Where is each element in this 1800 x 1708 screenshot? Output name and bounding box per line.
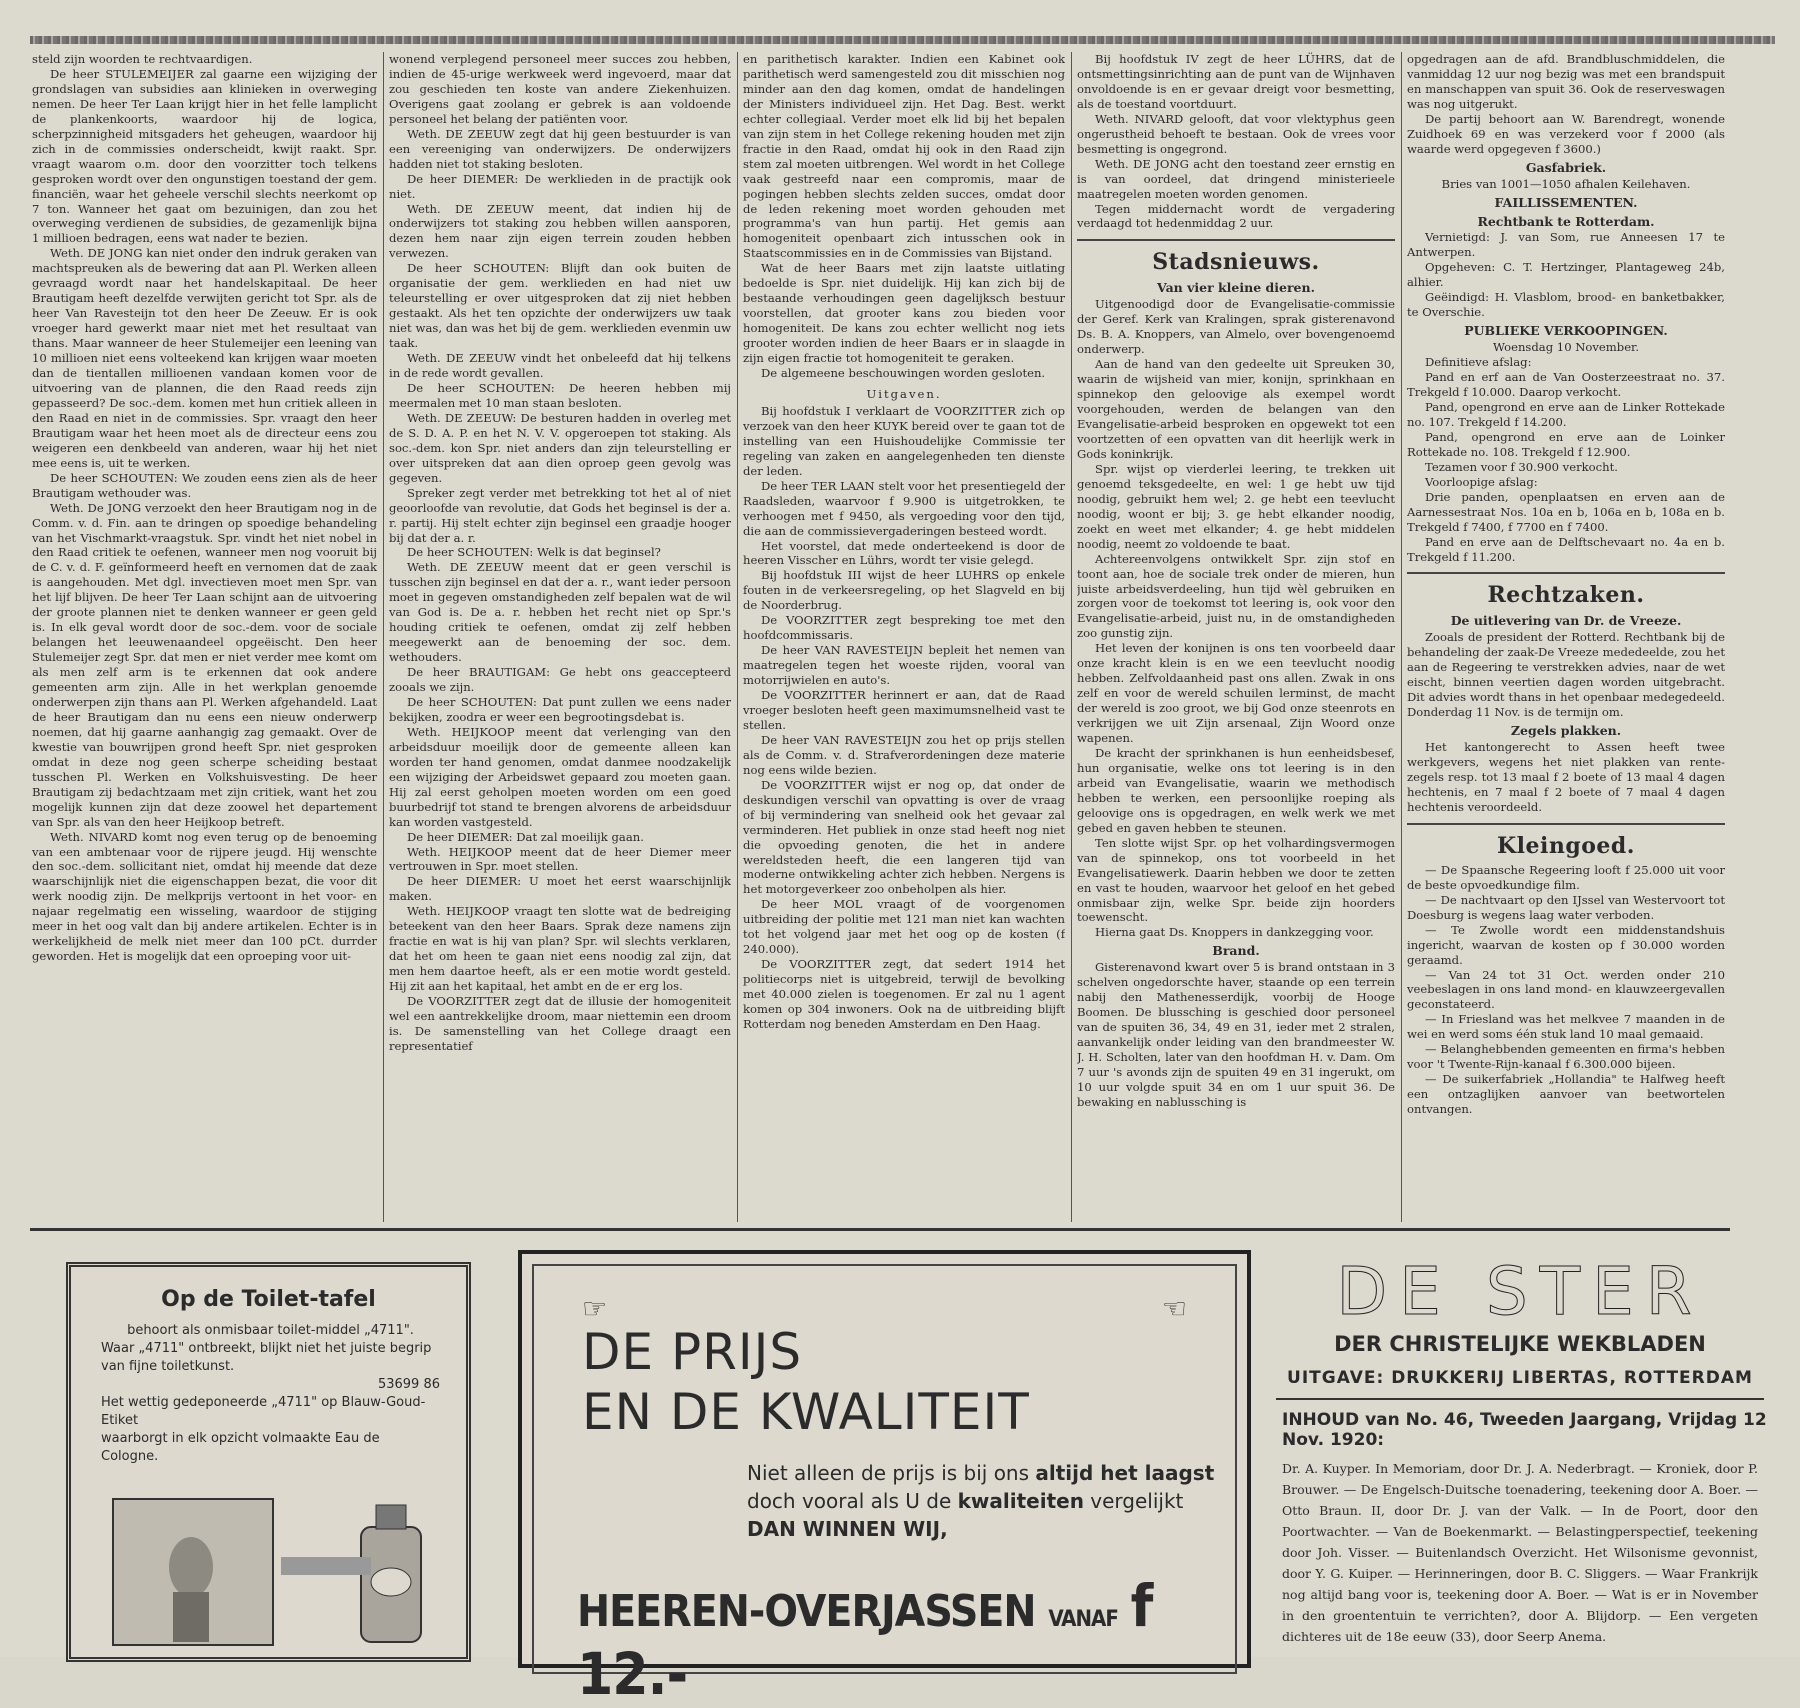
- paragraph: De heer TER LAAN stelt voor het presentiegeld der Raadsleden, waarvoor f 9.900 is uitgetrokken, te verhoogen met f 9450, als vergoeding voor den tijd, die aan de commissievergaderingen besteed wordt.: [743, 478, 1065, 538]
- bottle-illustration-icon: [111, 1497, 441, 1647]
- paragraph: — De nachtvaart op den IJssel van Westervoort tot Doesburg is wegens laag water verboden.: [1407, 892, 1725, 922]
- paragraph: opgedragen aan de afd. Brandbluschmiddelen, die vanmiddag 12 uur nog bezig was met een brandspuit en manschappen van spuit 36. Ook de reserveswagen was nog uitgerukt.: [1407, 52, 1725, 111]
- advert-text-part: doch vooral als U de: [747, 1489, 958, 1513]
- paragraph: De heer STULEMEIJER zal gaarne een wijziging der grondslagen van subsidies aan klinieken in overweging nemen. De heer Ter Laan krijgt hier in het felle lamplicht de plankenkoorts, waardoor hij de logica, scherpzinnigheid mitsgaders het geheugen, waardoor hij zich in de commissies onderscheidt, kwijt raakt. Spr. vraagt waarom o.m. door den voorzitter toch telkens gesproken wordt over den ongunstigen toestand der gem. financiën, waar het geheele verschil slechts neerkomt op 7 ton. Wanneer het gaat om bezuinigen, dan zou het overweging verdienen de subsidies, de gezamenlijk bijna 1 millioen bedragen, eens wat nader te bezien.: [32, 66, 377, 246]
- paragraph: De heer DIEMER: De werklieden in de practijk ook niet.: [389, 171, 731, 201]
- paragraph: Definitieve afslag:: [1425, 355, 1532, 370]
- advert-text: [747, 1459, 1214, 1487]
- advert-title: Op de Toilet-tafel: [161, 1287, 376, 1312]
- advert-line: Het wettig gedeponeerde „4711" op Blauw-Goud-Etiket: [101, 1395, 426, 1428]
- paragraph: De VOORZITTER herinnert er aan, dat de Raad vroeger besloten heeft geen maximumsnelheid vast te stellen.: [743, 688, 1065, 732]
- advert-ster-inhoud: INHOUD van No. 46, Tweeden Jaargang, Vrijdag 12 Nov. 1920:: [1282, 1410, 1767, 1450]
- paragraph: Weth. DE ZEEUW vindt het onbeleefd dat hij telkens in de rede wordt gevallen.: [389, 351, 731, 381]
- paragraph: Spreker zegt verder met betrekking tot het al of niet geoorloofde van revolutie, dat Gods het beginsel is der a. r. partij. Hij stelt echter zijn beginsel een graadje hooger bij dat der a. r.: [389, 485, 731, 545]
- paragraph: Weth. DE ZEEUW meent dat er geen verschil is tusschen zijn beginsel en dat der a. r., want ieder persoon moet in gegeven omstandigheden zelf bepalen wat de wil van God is. De a. r. hebben het recht niet op Spr.'s houding critiek te oefenen, omdat zij zelf hebben meegewerkt aan de benoeming der soc. dem. wethouders.: [389, 560, 731, 665]
- section-heading: Rechtzaken.: [1487, 582, 1645, 609]
- paragraph: Vernietigd: J. van Som, rue Anneesen 17 te Antwerpen.: [1407, 230, 1725, 260]
- paragraph: Weth. DE JONG acht den toestand zeer ernstig en is van oordeel, dat dringend ministerieele maatregelen moeten worden genomen.: [1077, 156, 1395, 201]
- advert-text-part: DAN WINNEN WIJ,: [747, 1517, 948, 1541]
- paragraph: De algemeene beschouwingen worden gesloten.: [761, 366, 1046, 381]
- paragraph: De heer DIEMER: Dat zal moeilijk gaan.: [407, 829, 644, 844]
- paragraph: De heer VAN RAVESTEIJN zou het op prijs stellen als de Comm. v. d. Strafverordeningen deze materie nog eens wilde bezien.: [743, 732, 1065, 777]
- paragraph: De VOORZITTER zegt, dat sedert 1914 het politiecorps niet is uitgebreid, terwijl de bevolking met 40.000 zielen is toegenomen. Er zal nu 1 agent komen op 304 inwoners. Ook na de uitbreiding blijft Rotterdam nog beneden Amsterdam en Den Haag.: [743, 957, 1065, 1031]
- paragraph: Pand en erve aan de Delftschevaart no. 4a en b. Trekgeld f 11.200.: [1407, 534, 1725, 564]
- paragraph: Voorloopige afslag:: [1425, 474, 1538, 489]
- advert-ster-subtitle: DER CHRISTELIJKE WEKBLADEN: [1334, 1332, 1706, 1356]
- paragraph: Spr. wijst op vierderlei leering, te trekken uit genoemd teksgedeelte, en wel: 1 ge hebt uw tijd noodig, gebruikt hem wel; 2. ge hebt een teevlucht noodig, woont er bij; 3. ge hebt elkander noodig, zoekt en weet met elkander; 4. ge hebt middelen noodig, neemt zo voldoende te baat.: [1077, 461, 1395, 551]
- advert-headline: DE PRIJS: [582, 1323, 803, 1381]
- section-heading: Kleingoed.: [1497, 832, 1635, 859]
- paragraph: Uitgenoodigd door de Evangelisatie-commissie der Geref. Kerk van Kralingen, sprak gisterenavond Ds. B. A. Knoppers, van Almelo, over bovengenoemd onderwerp.: [1077, 297, 1395, 357]
- paragraph: Ten slotte wijst Spr. op het volhardingsvermogen van de spinnekop, ons tot voorbeeld in het Evangelisatiewerk. Daarin hebben we door te zetten en vast te houden, waarvoor het geloof en het gebed onmisbaar zijn, welke Spr. beide zijn hoorders toewenscht.: [1077, 835, 1395, 925]
- advert-divider: [30, 1228, 1730, 1231]
- subheading: Zegels plakken.: [1510, 723, 1622, 739]
- advert-line: waarborgt in elk opzicht volmaakte Eau de Cologne.: [101, 1431, 380, 1464]
- paragraph: De heer SCHOUTEN: Blijft dan ook buiten de organisatie der gem. werklieden en had niet uw teleurstelling er over uitgesproken dat zij niet hebben gestaakt. Als het ten opzichte der onderwijzers uw taak niet was, dan was het bij de gem. werklieden evenmin uw taak.: [389, 261, 731, 351]
- paragraph: Weth. DE JONG kan niet onder den indruk geraken van machtspreuken als de bewering dat aan Pl. Werken alleen gevraagd wordt naar het handelskapitaal. De heer Brautigam heeft dezelfde verwijten gericht tot Spr. als de heer Van Ravesteijn tot den heer De Zeeuw. Er is ook vroeger hard gewerkt maar niet met het resultaat van thans. Maar wanneer de heer Stulemeijer een leening van 10 millioen niet eens volteekend kan krijgen waar moeten dan de tientallen millioenen vandaan komen voor de uitvoering van de plannen, die den Raad reeds zijn gepasseerd? De soc.-dem. komen met hun critiek alleen in den Raad en niet in de commissies. Spr. vraagt den heer Brautigam waar het heen moet als de directeur eens zou weigeren een denkbeeld van anderen, waar hij het niet mee eens is, uit te werken.: [32, 246, 377, 470]
- paragraph: Weth. NIVARD gelooft, dat voor vlektyphus geen ongerustheid behoeft te bestaan. Ook de vrees voor besmetting is ongegrond.: [1077, 111, 1395, 156]
- paragraph: Het leven der konijnen is ons ten voorbeeld daar onze kracht klein is en we een teevlucht noodig hebben. Zelfvoldaanheid past ons allen. Zwak in ons zelf en voor de wereld schuilen lerminst, de macht der wereld is zoo groot, we bij God onze steenrots en verkrijgen we uit Zijn arsenaal, Zijn Woord onze wapenen.: [1077, 641, 1395, 746]
- column-2: [389, 52, 731, 1222]
- paragraph: Weth. HEIJKOOP meent dat verlenging van den arbeidsduur moeilijk door de gemeente alleen kan worden ter hand genomen, omdat danmee noodzakelijk een wijziging der Arbeidswet gepaard zou moeten gaan. Hij zal eerst geholpen moeten worden om een goed buurbedrijf tot stand te brengen alvorens de arbeidsduur kan worden vastgesteld.: [389, 724, 731, 829]
- subheading: Rechtbank te Rotterdam.: [1477, 213, 1655, 229]
- paragraph: De VOORZITTER zegt dat de illusie der homogeniteit wel een aantrekkelijke droom, maar niettemin een droom is. De samenstelling van het College draagt een representatief: [389, 994, 731, 1053]
- paragraph: Tezamen voor f 30.900 verkocht.: [1425, 459, 1618, 474]
- advert-ster-publisher: UITGAVE: DRUKKERIJ LIBERTAS, ROTTERDAM: [1287, 1368, 1753, 1388]
- advert-prijs: [518, 1250, 1251, 1708]
- paragraph: — Belanghebbenden gemeenten en firma's hebben voor 't Twente-Rijn-kanaal f 6.300.000 bijeen.: [1407, 1042, 1725, 1072]
- paragraph: Achtereenvolgens ontwikkelt Spr. zijn stof en toont aan, hoe de sociale trek onder de mieren, hun juiste arbeidsverdeeling, hun tijd wèl gebruiken en zorgen voor de toekomst tot leering is, ook voor den Evangelisatie-arbeid, juist nu, in de omstandigheden zoo gunstig zijn.: [1077, 551, 1395, 641]
- paragraph: Weth. DE ZEEUW: De besturen hadden in overleg met de S. D. A. P. en het N. V. V. opgeroepen tot staking. Als soc.-dem. kon Spr. niet anders dan zijn teleurstelling er over uitspreken dat aan dien oproep geen gevolg was gegeven.: [389, 410, 731, 485]
- section-separator: [1407, 572, 1725, 574]
- paragraph: Zooals de president der Rotterd. Rechtbank bij de behandeling der zaak-De Vreeze mededeelde, zou het aan de Regeering te verstrekken advies, naar de wet eischt, binnen veertien dagen worden uitgebracht. Dit advies wordt thans in het openbaar medegedeeld. Donderdag 11 Nov. is de termijn om.: [1407, 630, 1725, 720]
- paragraph: De heer SCHOUTEN: Welk is dat beginsel?: [407, 545, 661, 560]
- column-3: [743, 52, 1065, 1222]
- paragraph: De heer BRAUTIGAM: Ge hebt ons geaccepteerd zooals we zijn.: [389, 665, 731, 695]
- paragraph: Tegen middernacht wordt de vergadering verdaagd tot hedenmiddag 2 uur.: [1077, 201, 1395, 231]
- subheading: PUBLIEKE VERKOOPINGEN.: [1464, 323, 1668, 339]
- advert-text-bold: altijd het laagst: [1035, 1461, 1215, 1485]
- column-5: [1407, 52, 1725, 1222]
- advert-product: HEEREN-OVERJASSEN: [577, 1586, 1036, 1637]
- paragraph: — De suikerfabriek „Hollandia" te Halfweg heeft een ontzaglijken aanvoer van beetwortelen ontvangen.: [1407, 1072, 1725, 1117]
- column-divider: [1401, 52, 1402, 1222]
- paragraph: Het voorstel, dat mede onderteekend is door de heeren Visscher en Lührs, wordt ter visie gelegd.: [743, 538, 1065, 568]
- advert-offer: [577, 1572, 1247, 1708]
- column-divider: [383, 52, 384, 1222]
- paragraph: Weth. De JONG verzoekt den heer Brautigam nog in de Comm. v. d. Fin. aan te dringen op spoedige behandeling van het Vischmarkt-vraagstuk. Spr. vindt het niet nobel in den Raad critiek te oefenen, wanneer men nog vooruit bij de C. v. d. F. geïnformeerd heeft en vernomen dat de zaak is aangehouden. Met dgl. invectieven moet men Spr. van het lijf blijven. De heer Ter Laan schijnt aan de uitvoering der groote plannen niet te denken wanneer er geen geld is. In elk geval wordt door de soc.-dem. voor de sociale belangen het leeuwenaandeel opgeëischt. Den heer Stulemeijer zegt Spr. dat men er niet verder mee komt om als men zelf arm is te erkennen dat ook andere gemeenten arm zijn. Alle in het werkplan genoemde onderwerpen zijn thans aan Pl. Werken afgehandeld. Laat de heer Brautigam dan nu eens een nieuw onderwerp noemen, dat hij gaarne aanhangig zag gemaakt. Over de kwestie van bouwrijpen grond heeft Spr. niet gesproken omdat in deze nog geen scherpe scheiding bestaat tusschen Pl. Werken en Volkshuisvesting. De heer Brautigam zij bedachtzaam met zijn critiek, want het zou mogelijk kunnen zijn dat deze zoowel het departement van Spr. als van den heer Heijkoop betreft.: [32, 500, 377, 829]
- advert-ster-contents: Dr. A. Kuyper. In Memoriam, door Dr. J. A. Nederbragt. — Kroniek, door P. Brouwer. — De Engelsch-Duitsche toenadering, teekening door A. Boer. — Otto Braun. II, door Dr. J. van der Valk. — In de Poort, door den Poortwachter. — Van de Boekenmarkt. — Belastingperspectief, teekening door Joh. Visser. — Buitenlandsch Overzicht. Het Wilsonisme gevonnist, door Y. G. Kuiper. — Herinneringen, door B. C. Sliggers. — Waar Frankrijk nog altijd bang voor is, teekening door A. Boer. — Wat is er in November in den groententuin te verrichten?, door A. Blijdorp. — Een vergeten dichteres uit de 18e eeuw (33), door Seerp Anema.: [1282, 1461, 1758, 1644]
- paragraph: wonend verplegend personeel meer succes zou hebben, indien de 45-urige werkweek werd ingevoerd, maar dat zou geschieden ten koste van andere Ziekenhuizen. Overigens gaat zoolang er gebrek is aan voldoende personeel het belang der patiënten voor.: [389, 52, 731, 126]
- section-separator: [1407, 823, 1725, 825]
- paragraph: Weth. HEIJKOOP meent dat de heer Diemer meer vertrouwen in Spr. moet stellen.: [389, 844, 731, 874]
- paragraph: Bij hoofdstuk IV zegt de heer LÜHRS, dat de ontsmettingsinrichting aan de punt van de Wijnhaven onvoldoende is en er gevaar dreigt voor besmetting, als de toestand voortduurt.: [1077, 52, 1395, 111]
- advert-headline: EN DE KWALITEIT: [582, 1383, 1030, 1441]
- advert-text-part: vergelijkt: [1083, 1489, 1184, 1513]
- paragraph: Drie panden, openplaatsen en erven aan de Aarnessestraat Nos. 10a en b, 106a en b, 108a en b. Trekgeld f 7400, f 7700 en f 7400.: [1407, 489, 1725, 534]
- pointing-hand-icon: ☞: [582, 1292, 608, 1325]
- advert-text-part: Niet alleen de prijs is bij ons: [747, 1461, 1036, 1485]
- paragraph: — De Spaansche Regeering looft f 25.000 uit voor de beste opvoedkundige film.: [1407, 862, 1725, 892]
- subheading: Gasfabriek.: [1525, 159, 1607, 175]
- paragraph: Weth. NIVARD komt nog even terug op de benoeming van een ambtenaar voor de rijpere jeugd. Hij wenschte den soc.-dem. sollicitant niet, omdat hij meende dat deze waarschijnlijk niet die eigenschappen bezat, die voor dit werk noodig zijn. De melkprijs vertoont in het voor- en najaar regelmatig een wisseling, waardoor de stijging meer in het oog valt dan bij andere artikelen. Echter is in werkelijkheid de melk niet meer dan 100 pCt. durrder geworden. Het is mogelijk dat een oproeping voor uit-: [32, 829, 377, 964]
- paragraph: De heer MOL vraagt of de voorgenomen uitbreiding der politie met 121 man niet kan wachten tot het volgend jaar met het oog op de kosten (f 240.000).: [743, 897, 1065, 957]
- advert-body: [101, 1322, 440, 1466]
- paragraph: Weth. HEIJKOOP vraagt ten slotte wat de bedreiging beteekent van den heer Baars. Sprak deze namens zijn fractie en wat is hij van plan? Spr. wil slechts verklaren, dat het om heen te gaan niet eens noodig zal zijn, dat men hem daartoe heeft, als er een motie wordt gesteld. Hij zit aan het kapitaal, het ambt en de er erg los.: [389, 904, 731, 994]
- advert-line: van fijne toiletkunst.: [101, 1359, 235, 1374]
- paragraph: De heer DIEMER: U moet het eerst waarschijnlijk maken.: [389, 874, 731, 904]
- paragraph: Gisterenavond kwart over 5 is brand ontstaan in 3 schelven ongedorschte haver, staande op een terrein nabij den Mathenesserdijk, voorbij de Hooge Boomen. De blussching is geschied door personeel van de spuiten 36, 34, 49 en 31, ieder met 2 stralen, aanvankelijk onder leiding van den brandmeester W. J. H. Scholten, later van den hoofdman H. v. Dam. Om 7 uur 's avonds zijn de spuiten 49 en 31 ingerukt, om 10 uur volgde spuit 34 en om 1 uur spuit 36. De bewaking en nablussching is: [1077, 960, 1395, 1109]
- column-divider: [737, 52, 738, 1222]
- paragraph: De heer SCHOUTEN: Dat punt zullen we eens nader bekijken, zoodra er weer een begrootingsdebat is.: [389, 694, 731, 724]
- advert-text: [747, 1487, 1183, 1515]
- paragraph: Geëindigd: H. Vlasblom, brood- en banketbakker, te Overschie.: [1407, 290, 1725, 320]
- paragraph: Hierna gaat Ds. Knoppers in dankzegging voor.: [1095, 925, 1374, 940]
- advert-code: 53699 86: [377, 1377, 440, 1392]
- column-divider: [1071, 52, 1072, 1222]
- paragraph: steld zijn woorden te rechtvaardigen.: [32, 52, 253, 66]
- paragraph: — In Friesland was het melkvee 7 maanden in de wei en werd soms één stuk land 10 maal gemaaid.: [1407, 1012, 1725, 1042]
- paragraph: De heer SCHOUTEN: We zouden eens zien als de heer Brautigam wethouder was.: [32, 470, 377, 500]
- section-heading: Stadsnieuws.: [1152, 249, 1320, 276]
- paragraph: Opgeheven: C. T. Hertzinger, Plantageweg 24b, alhier.: [1407, 260, 1725, 290]
- advert-rule: [1276, 1398, 1764, 1400]
- paragraph: — Te Zwolle wordt een middenstandshuis ingericht, waarvan de kosten op f 30.000 worden geraamd.: [1407, 922, 1725, 967]
- subheading: FAILLISSEMENTEN.: [1494, 194, 1638, 210]
- paragraph: en parithetisch karakter. Indien een Kabinet ook parithetisch werd samengesteld zou dit misschien nog minder aan den dag komen, omdat de handelingen der Ministers individueel zijn. Het Dag. Best. werkt echter collegiaal. Verder moet elk lid bij het bepalen van zijn stem in het College rekening houden met zijn fractie in den Raad, omdat hij ook in den Raad zijn stem zal moeten uitbrengen. Wel wordt in het College vaak gestreefd naar een compromis, maar de pogingen hebben slechts zelden succes, omdat door de leden rekening moet worden gehouden met programma's van hun partij. Het gemis aan homogeniteit openbaart zich intusschen ook in Staatscommissies en in de Commissies van Bijstand.: [743, 52, 1065, 261]
- subheading: Van vier kleine dieren.: [1157, 280, 1315, 296]
- paragraph: Pand, opengrond en erve aan de Loinker Rottekade no. 108. Trekgeld f 12.900.: [1407, 429, 1725, 459]
- paragraph: Het kantongerecht to Assen heeft twee werkgevers, wegens het niet plakken van rente-zegels resp. tot 13 maal f 2 boete of 13 maal 4 dagen hechtenis, en 7 maal f 2 boete of 7 maal 4 dagen hechtenis veroordeeld.: [1407, 740, 1725, 814]
- paragraph: Pand en erf aan de Van Oosterzeestraat no. 37. Trekgeld f 10.000. Daarop verkocht.: [1407, 370, 1725, 400]
- advert-vanaf: VANAF: [1048, 1607, 1118, 1632]
- subheading: Uitgaven.: [866, 386, 942, 401]
- pointing-hand-icon: ☜: [1161, 1292, 1187, 1325]
- paragraph: De heer SCHOUTEN: De heeren hebben mij meermalen met 10 man staan besloten.: [389, 380, 731, 410]
- paragraph: Bries van 1001—1050 afhalen Keilehaven.: [1441, 176, 1691, 191]
- column-4: [1077, 52, 1395, 1222]
- advert-text-bold: kwaliteiten: [957, 1489, 1084, 1513]
- paragraph: Woensdag 10 November.: [1492, 340, 1640, 355]
- subheading: Brand.: [1212, 943, 1260, 959]
- paragraph: Aan de hand van den gedeelte uit Spreuken 30, waarin de wijsheid van mier, konijn, sprinkhaan en spinnekop den geloovige als exempel wordt voorgehouden, werden de belangen van den Evangelisatie-arbeid besproken en opgewekt tot een voortzetten of een opvatten van dit heerlijk werk in Gods koninkrijk.: [1077, 357, 1395, 461]
- paragraph: De kracht der sprinkhanen is hun eenheidsbesef, hun organisatie, welke ons tot leering is in den arbeid van Evangelisatie, waarin we methodisch hebben te werken, een persoonlijke roeping als geloovige ons is opgedragen, en welk werk we met gebed en gaven hebben te steunen.: [1077, 745, 1395, 835]
- paragraph: Pand, opengrond en erve aan de Linker Rottekade no. 107. Trekgeld f 14.200.: [1407, 399, 1725, 429]
- paragraph: De partij behoort aan W. Barendregt, wonende Zuidhoek 69 en was verzekerd voor f 2000 (als waarde werd opgegeven f 3600.): [1407, 111, 1725, 156]
- top-border: [30, 36, 1775, 44]
- paragraph: Bij hoofdstuk I verklaart de VOORZITTER zich op verzoek van den heer KUYK bereid over te gaan tot de instelling van een Huishoudelijke Commissie ter regeling van zaken en aangelegenheden ten dienste der leden.: [743, 403, 1065, 478]
- advert-line: Waar „4711" ontbreekt, blijkt niet het juiste begrip: [101, 1341, 432, 1356]
- paragraph: — Van 24 tot 31 Oct. werden onder 210 veebeslagen in ons land mond- en klauwzeergevallen geconstateerd.: [1407, 967, 1725, 1012]
- paragraph: Wat de heer Baars met zijn laatste uitlating bedoelde is Spr. niet duidelijk. Hij kan zich bij de bestaande verhoudingen geen dagelijksch bestuur voorstellen, dat grooter kans zou bieden voor homogeniteit. De kans zou echter wellicht nog iets grooter worden indien de heer Baars er in slaagde in zijn eigen fractie tot homogeniteit te geraken.: [743, 261, 1065, 366]
- paragraph: De heer VAN RAVESTEIJN bepleit het nemen van maatregelen tegen het woeste rijden, vooral van motorrijwielen en auto's.: [743, 643, 1065, 688]
- paragraph: Bij hoofdstuk III wijst de heer LUHRS op enkele fouten in de verkeersregeling, op het Slagveld en bij de Noorderbrug.: [743, 568, 1065, 613]
- section-separator: [1077, 239, 1395, 241]
- paragraph: Weth. DE ZEEUW zegt dat hij geen bestuurder is van een vereeniging van onderwijzers. De onderwijzers hadden niet tot staking besloten.: [389, 126, 731, 171]
- paragraph: Weth. DE ZEEUW meent, dat indien hij de onderwijzers tot staking zou hebben willen aansporen, dezen hem naar zijn eigen terrein zouden hebben verwezen.: [389, 201, 731, 261]
- paragraph: De VOORZITTER wijst er nog op, dat onder de deskundigen verschil van opvatting is over de vraag of bij vermindering van snelheid ook het gevaar zal verminderen. Het publiek in onze stad heeft nog niet die opvoeding genoten, die het in andere wereldsteden heeft, die een langeren tijd van moderne ontwikkeling achter zich hebben. Nergens is het motorgeverkeer zoo onbeholpen als hier.: [743, 777, 1065, 897]
- advert-text: [747, 1515, 948, 1543]
- advert-line: behoort als onmisbaar toilet-middel „4711".: [127, 1323, 414, 1338]
- column-1: [32, 52, 377, 1222]
- advert-ster: [1260, 1250, 1780, 1660]
- advert-price: f 12.-: [577, 1572, 1153, 1708]
- subheading: De uitlevering van Dr. de Vreeze.: [1450, 613, 1682, 629]
- advert-ster-title: DE STER: [1336, 1253, 1704, 1330]
- paragraph: De VOORZITTER zegt bespreking toe met den hoofdcommissaris.: [743, 613, 1065, 643]
- advert-toilet: [66, 1262, 471, 1662]
